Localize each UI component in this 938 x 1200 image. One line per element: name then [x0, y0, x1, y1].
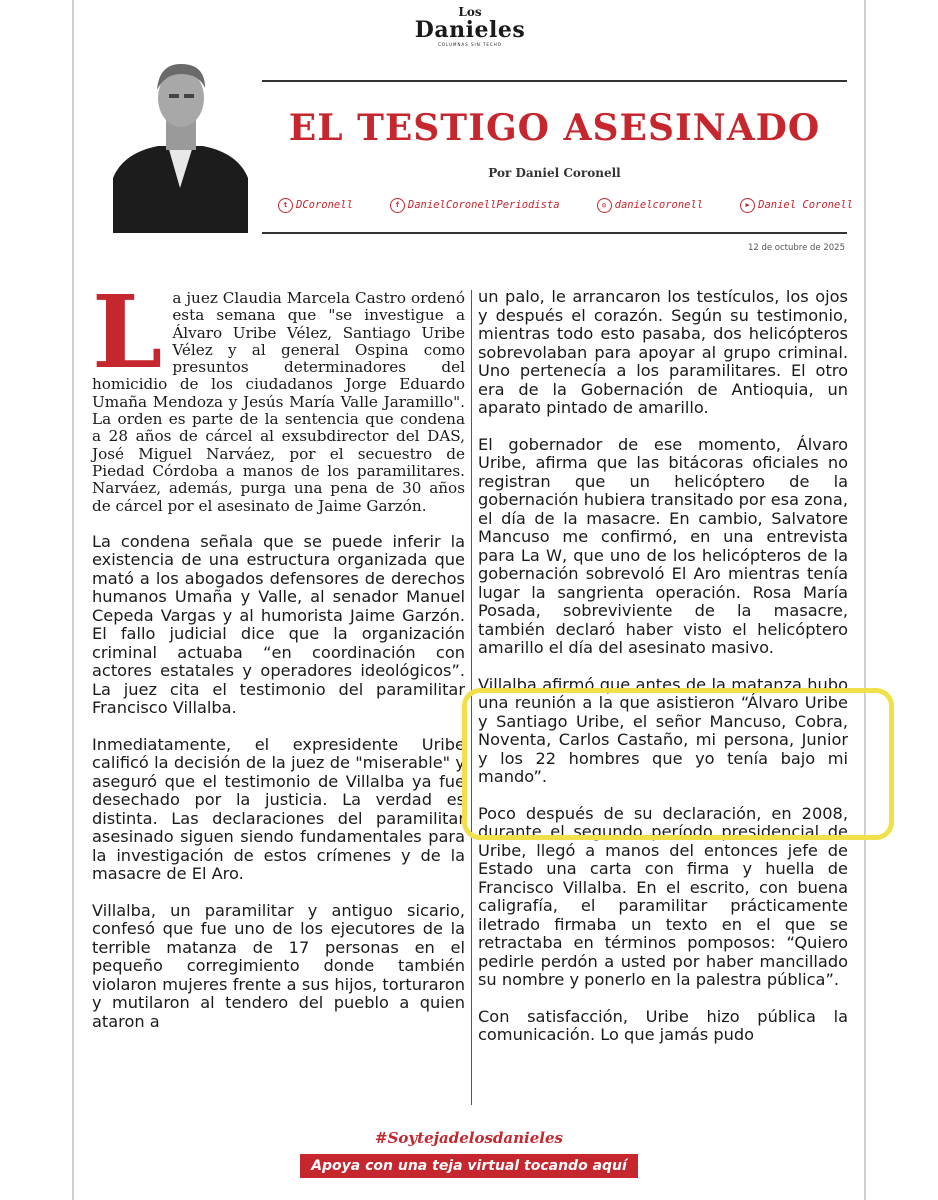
- paragraph-5: un palo, le arrancaron los testículos, los ojos y después el corazón. Según su testimonio, mientras todo esto pasaba, dos helicópteros sobrevolaban para apoyar al grupo criminal. Uno pertenecía a los paramilitares. El otro era de la Gobernación de Antioquia, un aparato pintado de amarillo.: [478, 287, 848, 417]
- paragraph-6: El gobernador de ese momento, Álvaro Uribe, afirma que las bitácoras oficiales no registran que un helicóptero de la gobernación hubiera transitado por esa zona, el día de la masacre. En cambio, Salvatore Mancuso me confirmó, en una entrevista para La W, que uno de los helicópteros de la gobernación sobrevoló El Aro mientras tenía lugar la sangrienta operación. Rosa María Posada, sobreviviente de la masacre, también declaró haber visto el helicóptero amarillo el día del asesinato masivo.: [478, 434, 848, 657]
- paragraph-9: Con satisfacción, Uribe hizo pública la comunicación. Lo que jamás pudo: [478, 1006, 848, 1044]
- instagram-icon: ◎: [597, 198, 612, 213]
- article-title: EL TESTIGO ASESINADO: [288, 107, 821, 149]
- social-link-instagram[interactable]: [597, 198, 704, 213]
- drop-cap: L: [92, 273, 163, 391]
- header-rule-bottom: [262, 232, 847, 234]
- paragraph-4: Villalba, un paramilitar y antiguo sicario, confesó que fue uno de los ejecutores de la terrible matanza de 17 personas en el pequeño corregimiento donde también violaron mujeres frente a sus hijos, torturaron y mutilaron al tendero del pueblo a quien ataron a: [92, 900, 465, 1031]
- logo-small-text: Los: [458, 5, 482, 19]
- youtube-icon: ▶: [740, 198, 755, 213]
- social-label: DanielCoronellPeriodista: [407, 199, 560, 211]
- los-danieles-logo[interactable]: [405, 6, 535, 48]
- publication-date: 12 de octubre de 2025: [747, 243, 845, 253]
- logo-big-text: Danieles: [414, 17, 526, 43]
- page-border-left: [72, 0, 74, 1200]
- page-border-right: [864, 0, 866, 1200]
- social-label: Daniel Coronell: [758, 199, 853, 211]
- social-label: danielcoronell: [614, 199, 704, 211]
- header-rule-top: [262, 80, 847, 82]
- paragraph-8: Poco después de su declaración, en 2008, durante el segundo período presidencial de Uribe, llegó a manos del entonces jefe de Estado una carta con firma y huella de Francisco Villalba. En el escrito, con buena caligrafía, el paramilitar prácticamente iletrado firmaba un texto en el que se retractaba en términos pomposos: “Quiero pedirle perdón a usted por haber mancillado su nombre y ponerlo en la palestra pública”.: [478, 803, 848, 989]
- facebook-icon: f: [390, 198, 405, 213]
- social-link-twitter[interactable]: [278, 198, 353, 213]
- author-photo: [113, 58, 248, 233]
- paragraph-3: Inmediatamente, el expresidente Uribe calificó la decisión de la juez de "miserable" y aseguró que el testimonio de Villalba ya fue desechado por la justicia. La verdad es distinta. Las declaraciones del paramilitar asesinado siguen siendo fundamentales para la investigación de estos crímenes y de la masacre de El Aro.: [92, 734, 465, 884]
- article-column-right: [478, 288, 848, 1063]
- lead-paragraph: [92, 273, 465, 515]
- article-column-left: [92, 273, 465, 1049]
- yellow-highlight-box: [462, 688, 894, 840]
- twitter-icon: t: [278, 198, 293, 213]
- support-button[interactable]: Apoya con una teja virtual tocando aquí: [300, 1154, 638, 1178]
- hashtag[interactable]: #Soytejadelosdanieles: [375, 1129, 563, 1147]
- social-link-youtube[interactable]: [740, 198, 853, 213]
- social-link-facebook[interactable]: [390, 198, 560, 213]
- social-links: [278, 195, 853, 215]
- lead-text: a juez Claudia Marcela Castro ordenó esta semana que "se investigue a Álvaro Uribe Vélez, Santiago Uribe Vélez y al general Ospina como presuntos determinadores del homicidio de los ciudadanos Jorge Eduardo Umaña Mendoza y Jesús María Valle Jaramillo". La orden es parte de la sentencia que condena a 28 años de cárcel al exsubdirector del DAS, José Miguel Narváez, por el secuestro de Piedad Córdoba a manos de los paramilitares. Narváez, además, purga una pena de 30 años de cárcel por el asesinato de Jaime Garzón.: [92, 289, 465, 515]
- social-label: DCoronell: [296, 199, 353, 211]
- paragraph-7-highlighted: Villalba afirmó que antes de la matanza hubo una reunión a la que asistieron “Álvaro Uribe y Santiago Uribe, el señor Mancuso, Cobra, Noventa, Carlos Castaño, mi persona, Junior y los 22 hombres que yo tenía bajo mi mando”.: [478, 674, 848, 786]
- logo-tagline: COLUMNAS SIN TECHO: [438, 42, 502, 47]
- byline: Por Daniel Coronell: [488, 166, 621, 180]
- paragraph-2: La condena señala que se puede inferir la existencia de una estructura organizada que mató a los abogados defensores de derechos humanos Umaña y Valle, al senador Manuel Cepeda Vargas y al humorista Jaime Garzón. El fallo judicial dice que la organización criminal actuaba “en coordinación con actores estatales y operadores ideológicos”. La juez cita el testimonio del paramilitar Francisco Villalba.: [92, 531, 465, 718]
